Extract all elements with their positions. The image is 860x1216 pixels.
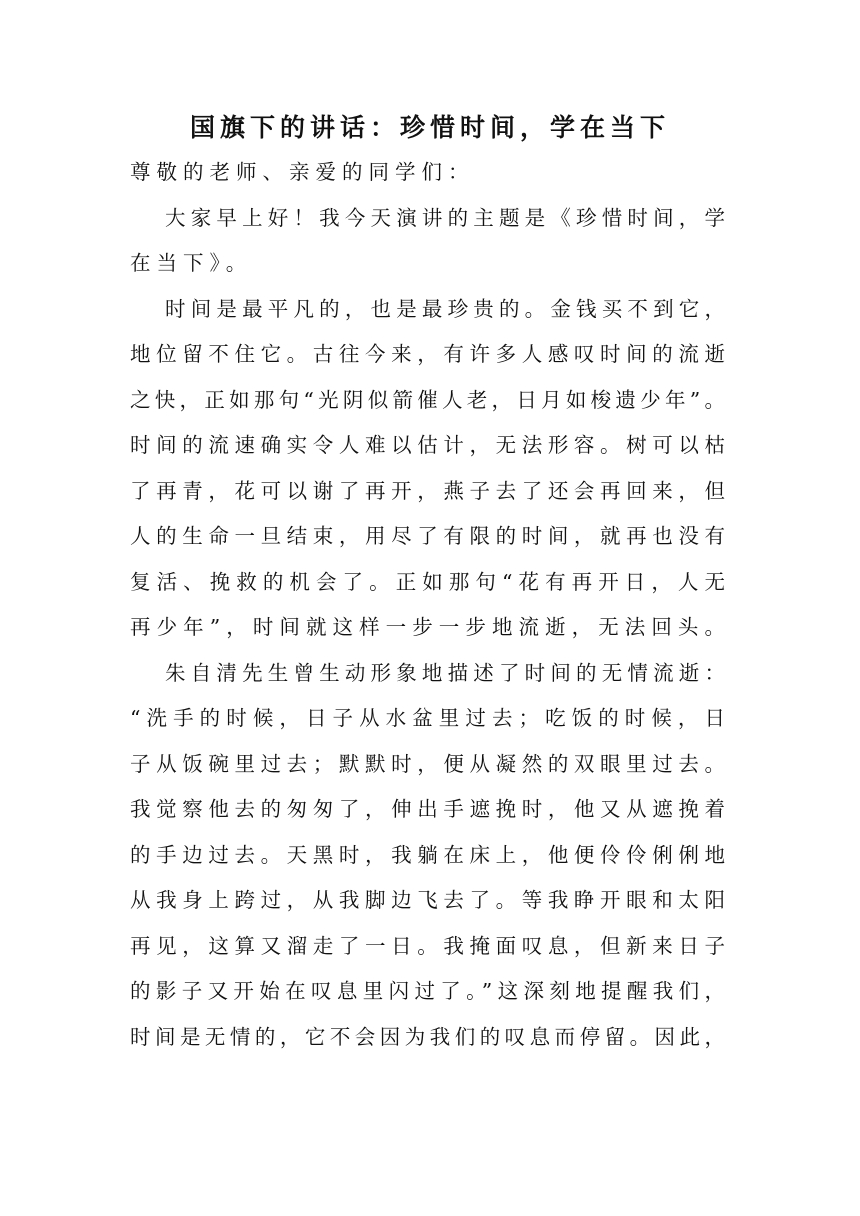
- paragraph-line: 时间的流速确实令人难以估计，无法形容。树可以枯: [130, 433, 725, 457]
- salutation-line: 尊敬的老师、亲爱的同学们：: [130, 160, 475, 184]
- paragraph-line: 时间是最平凡的，也是最珍贵的。金钱买不到它，: [165, 297, 725, 321]
- paragraph-line: 的影子又开始在叹息里闪过了。”这深刻地提醒我们，: [130, 979, 725, 1003]
- paragraph-line: 从我身上跨过，从我脚边飞去了。等我睁开眼和太阳: [130, 888, 725, 912]
- paragraph-line: 了再青，花可以谢了再开，燕子去了还会再回来，但: [130, 479, 725, 503]
- paragraph-line: “洗手的时候，日子从水盆里过去；吃饭的时候，日: [130, 706, 725, 730]
- paragraph-line: 的手边过去。天黑时，我躺在床上，他便伶伶俐俐地: [130, 843, 725, 867]
- paragraph-line: 之快，正如那句“光阴似箭催人老，日月如梭遗少年”。: [130, 388, 725, 412]
- paragraph-line: 复活、挽救的机会了。正如那句“花有再开日，人无: [130, 570, 725, 594]
- paragraph-line: 大家早上好！我今天演讲的主题是《珍惜时间，学: [165, 206, 725, 230]
- paragraph-line: 在当下》。: [130, 251, 253, 275]
- paragraph-line: 再少年”，时间就这样一步一步地流逝，无法回头。: [130, 615, 725, 639]
- paragraph-line: 朱自清先生曾生动形象地描述了时间的无情流逝：: [165, 661, 725, 685]
- paragraph-line: 地位留不住它。古往今来，有许多人感叹时间的流逝: [130, 342, 725, 366]
- paragraph-line: 我觉察他去的匆匆了，伸出手遮挽时，他又从遮挽着: [130, 797, 725, 821]
- paragraph-line: 时间是无情的，它不会因为我们的叹息而停留。因此，: [130, 1025, 725, 1049]
- paragraph-line: 再见，这算又溜走了一日。我掩面叹息，但新来日子: [130, 934, 725, 958]
- paragraph-line: 子从饭碗里过去；默默时，便从凝然的双眼里过去。: [130, 752, 725, 776]
- document-title: 国旗下的讲话：珍惜时间，学在当下: [189, 113, 670, 142]
- paragraph-line: 人的生命一旦结束，用尽了有限的时间，就再也没有: [130, 524, 725, 548]
